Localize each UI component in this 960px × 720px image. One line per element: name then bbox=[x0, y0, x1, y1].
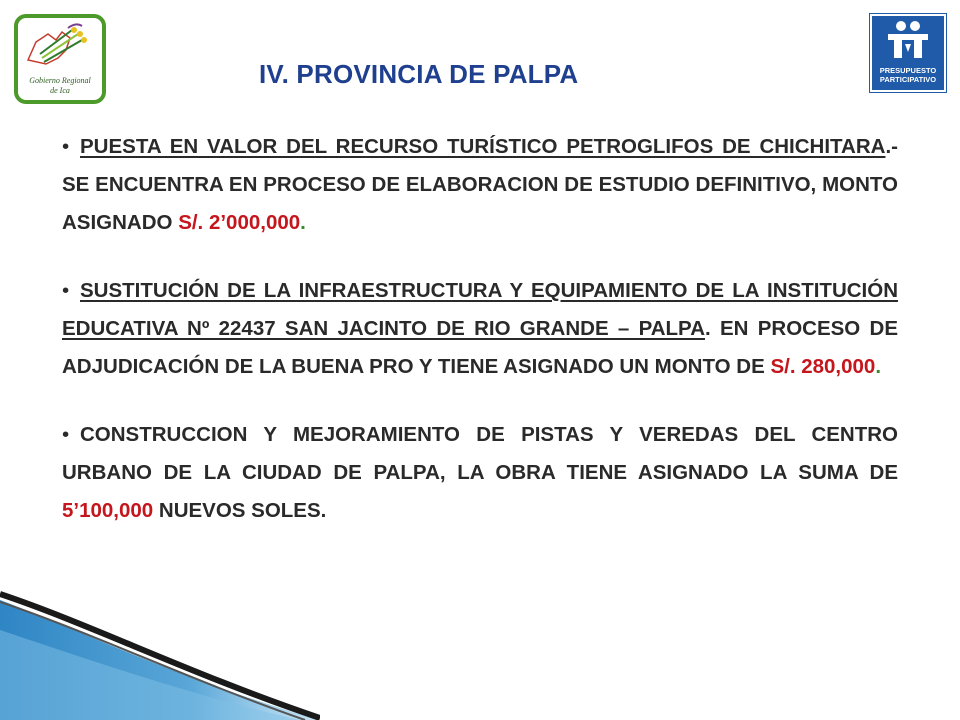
project-description: .- SE ENCUENTRA EN PROCESO DE ELABORACION DE ESTUDIO DEFINITIVO, MONTO ASIGNADO bbox=[62, 135, 898, 234]
gobierno-regional-ica-logo bbox=[14, 14, 106, 104]
bullet-icon: • bbox=[62, 135, 70, 158]
project-description: . EN PROCESO DE ADJUDICACIÓN DE LA BUENA PRO Y TIENE ASIGNADO UN MONTO DE bbox=[62, 317, 899, 378]
bullet-icon: • bbox=[62, 423, 70, 446]
bullet-list bbox=[62, 128, 898, 530]
decorative-corner-swoosh bbox=[0, 590, 320, 720]
page-title: IV. PROVINCIA DE PALPA bbox=[259, 59, 579, 89]
sentence-end: NUEVOS SOLES. bbox=[153, 499, 327, 522]
bullet-icon: • bbox=[62, 279, 70, 302]
logo-right-line1: PRESUPUESTO bbox=[879, 66, 937, 75]
bullet-item-petroglifos bbox=[62, 128, 898, 242]
participants-icon bbox=[872, 18, 944, 64]
logo-left-line2: de Ica bbox=[50, 86, 70, 95]
assigned-amount: S/. 280,000 bbox=[770, 355, 876, 378]
bullet-item-pistas-veredas bbox=[62, 416, 898, 530]
logo-right-line2: PARTICIPATIVO bbox=[879, 75, 937, 84]
ica-region-map-icon bbox=[18, 20, 102, 78]
project-title: PUESTA EN VALOR DEL RECURSO TURÍSTICO PETROGLIFOS DE CHICHITARA bbox=[80, 135, 886, 158]
assigned-amount: 5’100,000 bbox=[62, 499, 154, 522]
assigned-amount: S/. 2’000,000 bbox=[178, 211, 301, 234]
sentence-end: . bbox=[300, 211, 306, 234]
sentence-end: . bbox=[875, 355, 882, 378]
logo-left-line1: Gobierno Regional bbox=[29, 76, 91, 85]
project-description: CONSTRUCCION Y MEJORAMIENTO DE PISTAS Y VEREDAS DEL CENTRO URBANO DE LA CIUDAD DE PALPA, LA OBRA TIENE ASIGNADO LA SUMA DE bbox=[62, 423, 898, 484]
presupuesto-participativo-logo bbox=[870, 14, 946, 92]
project-title: SUSTITUCIÓN DE LA INFRAESTRUCTURA Y EQUIPAMIENTO DE LA INSTITUCIÓN EDUCATIVA Nº 22437 SAN JACINTO DE RIO GRANDE – PALPA bbox=[62, 279, 898, 340]
bullet-item-institucion-educativa bbox=[62, 272, 898, 386]
